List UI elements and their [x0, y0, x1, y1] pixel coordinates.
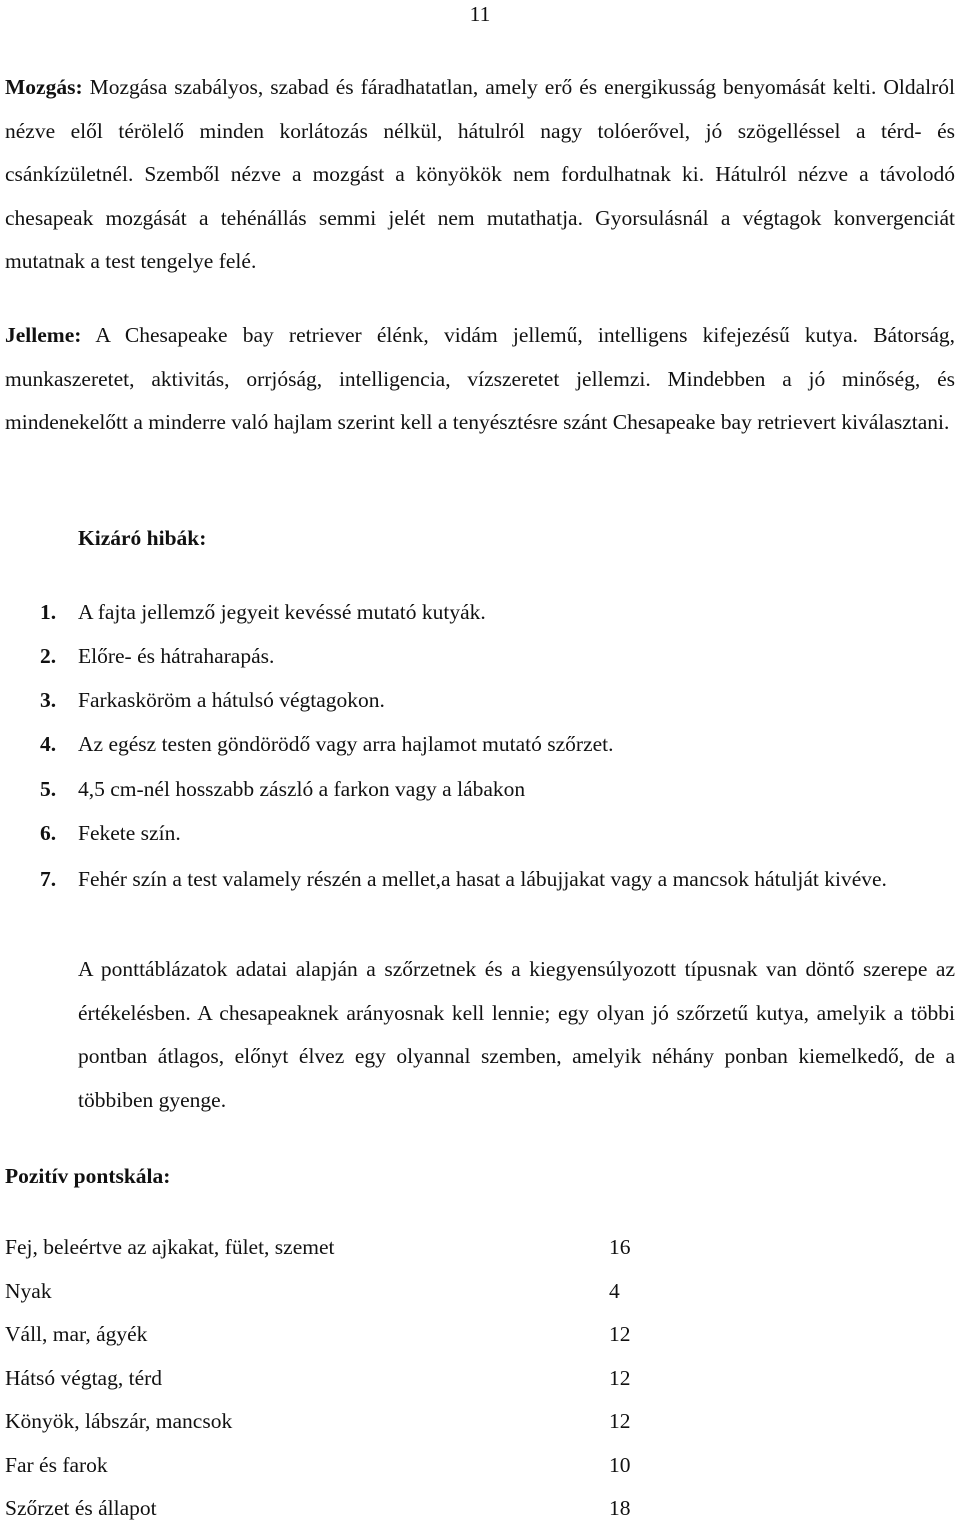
score-label: Könyök, lábszár, mancsok	[5, 1409, 233, 1433]
mozgas-label: Mozgás:	[5, 75, 83, 99]
list-item-number: 6.	[40, 821, 57, 845]
list-item-number: 7.	[40, 867, 57, 891]
table-row	[5, 1406, 705, 1436]
kizaro-heading: Kizáró hibák:	[78, 526, 207, 550]
list-item	[40, 635, 955, 679]
mozgas-text: Mozgása szabályos, szabad és fáradhatatlan, amely erő és energikusság benyomását kelti. Oldalról nézve elől térölelő minden korlátozás nélkül, hátulról nagy tolóerővel, jó szögelléssel a térd- és csánkízületnél. Szemből nézve a mozgást a könyökök nem fordulhatnak ki. Hátulról nézve a távolodó chesapeak mozgását a tehénállás semmi jelét nem mutathatja. Gyorsulásnál a végtagok konvergenciát mutatnak a test tengelye felé.	[5, 75, 955, 273]
list-item	[40, 812, 955, 856]
list-item	[40, 723, 955, 767]
score-value: 12	[609, 1322, 631, 1346]
score-label: Váll, mar, ágyék	[5, 1322, 148, 1346]
jelleme-paragraph	[5, 314, 955, 445]
list-item-text: Fekete szín.	[78, 821, 181, 845]
list-item	[40, 768, 955, 812]
table-row	[5, 1493, 705, 1523]
list-item	[40, 679, 955, 723]
table-row	[5, 1363, 705, 1393]
list-item-text: Fehér szín a test valamely részén a mellet,a hasat a lábujjakat vagy a mancsok hátulját kivéve.	[78, 867, 887, 891]
list-item-number: 1.	[40, 600, 57, 624]
score-label: Szőrzet és állapot	[5, 1496, 157, 1520]
mozgas-paragraph	[5, 66, 955, 284]
score-label: Hátsó végtag, térd	[5, 1366, 163, 1390]
table-row	[5, 1276, 705, 1306]
score-value: 4	[609, 1279, 620, 1303]
list-item-text: Farkasköröm a hátulsó végtagokon.	[78, 688, 385, 712]
table-row	[5, 1232, 705, 1262]
score-label: Far és farok	[5, 1453, 108, 1477]
jelleme-label: Jelleme:	[5, 323, 82, 347]
score-value: 16	[609, 1235, 631, 1259]
list-item-text: Az egész testen göndörödő vagy arra hajlamot mutató szőrzet.	[78, 732, 614, 756]
kizaro-note: A ponttáblázatok adatai alapján a szőrzetnek és a kiegyensúlyozott típusnak van döntő szerepe az értékelésben. A chesapeaknek arányosnak kell lennie; egy olyan jó szőrzetű kutya, amelyik a többi pontban átlagos, előnyt élvez egy olyannal szemben, amelyik néhány ponban kiemelkedő, de a többiben gyenge.	[78, 957, 955, 1112]
list-item	[40, 591, 955, 635]
table-row	[5, 1450, 705, 1480]
list-item-number: 4.	[40, 732, 57, 756]
list-item	[40, 858, 955, 902]
list-item-number: 2.	[40, 644, 57, 668]
score-value: 12	[609, 1366, 631, 1390]
list-item-text: Előre- és hátraharapás.	[78, 644, 275, 668]
list-item-number: 3.	[40, 688, 57, 712]
score-value: 10	[609, 1453, 631, 1477]
score-value: 18	[609, 1496, 631, 1520]
list-item-number: 5.	[40, 777, 57, 801]
score-label: Nyak	[5, 1279, 52, 1303]
list-item-text: A fajta jellemző jegyeit kevéssé mutató kutyák.	[78, 600, 486, 624]
jelleme-text: A Chesapeake bay retriever élénk, vidám jellemű, intelligens kifejezésű kutya. Bátorság, munkaszeretet, aktivitás, orrjóság, intelligencia, vízszeretet jellemzi. Mindebben a jó minőség, és mindenekelőtt a minderre való hajlam szerint kell a tenyésztésre szánt Chesapeake bay retrievert kiválasztani.	[5, 323, 955, 434]
pontskala-heading: Pozitív pontskála:	[5, 1164, 171, 1188]
table-row	[5, 1319, 705, 1349]
list-item-text: 4,5 cm-nél hosszabb zászló a farkon vagy a lábakon	[78, 777, 526, 801]
page-number: 11	[469, 2, 491, 26]
score-value: 12	[609, 1409, 631, 1433]
score-label: Fej, beleértve az ajkakat, fület, szemet	[5, 1235, 335, 1259]
